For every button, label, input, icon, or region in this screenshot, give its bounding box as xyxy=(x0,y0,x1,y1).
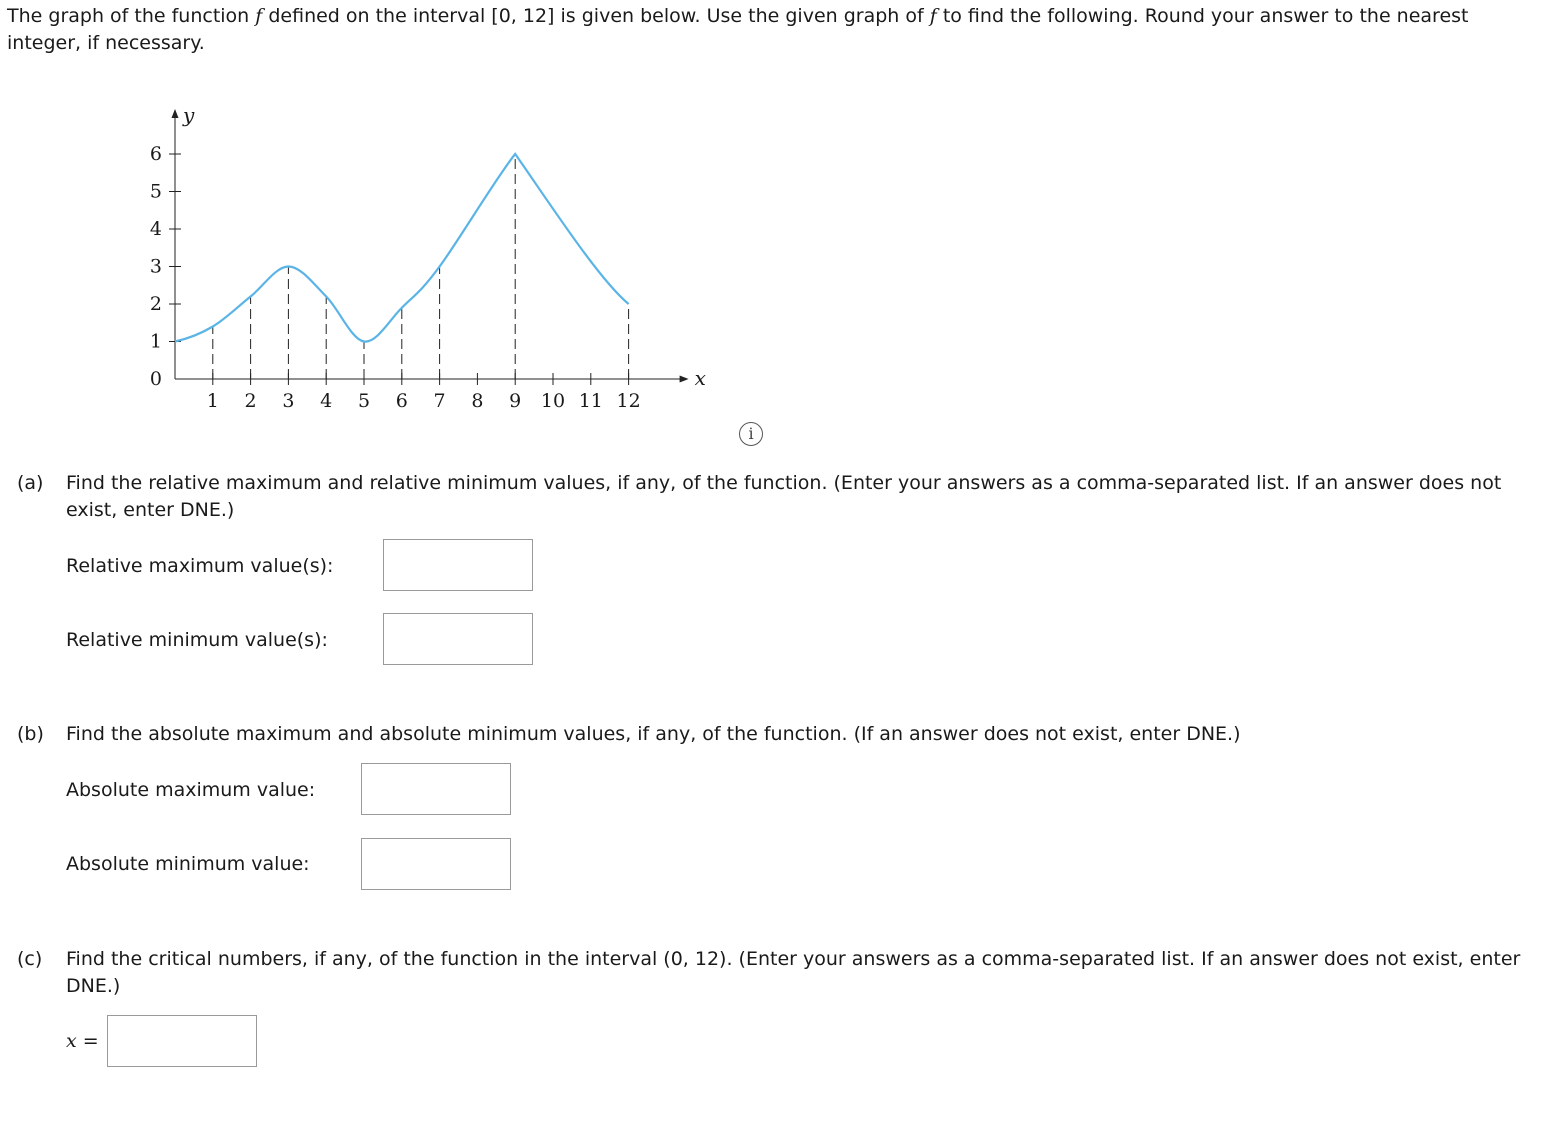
x-tick-label: 3 xyxy=(282,390,295,412)
rel-max-label: Relative maximum value(s): xyxy=(66,555,334,577)
abs-max-label: Absolute maximum value: xyxy=(66,779,316,801)
y-tick-label: 0 xyxy=(149,368,162,390)
x-tick-label: 9 xyxy=(509,390,522,412)
prompt-part3: to find the following. Round your answer to the nearest integer, if necessary. xyxy=(7,5,1469,54)
x-variable: x xyxy=(66,1030,77,1052)
critical-x-input[interactable] xyxy=(107,1015,257,1067)
y-axis-arrow xyxy=(172,109,179,118)
question-prompt xyxy=(7,3,1537,57)
y-tick-label: 3 xyxy=(149,255,162,278)
rel-min-label: Relative minimum value(s): xyxy=(66,629,328,651)
part-a-text: Find the relative maximum and relative minimum values, if any, of the function. (Enter your answers as a comma-separated list. If an answer does not exist, enter DNE.) xyxy=(66,472,1502,521)
y-tick-label: 4 xyxy=(149,218,162,240)
part-c-letter: (c) xyxy=(17,948,43,970)
rel-min-input[interactable] xyxy=(383,613,533,665)
abs-min-input[interactable] xyxy=(361,838,511,890)
equals-sign: = xyxy=(76,1030,99,1052)
graph-svg xyxy=(130,100,730,430)
x-axis-arrow xyxy=(680,376,689,383)
x-tick-label: 12 xyxy=(616,390,641,412)
part-c-text: Find the critical numbers, if any, of the function in the interval (0, 12). (Enter your answers as a comma-separated list. If an answer does not exist, enter DNE.) xyxy=(66,948,1521,997)
x-tick-label: 8 xyxy=(471,390,484,412)
critical-x-label xyxy=(66,1028,99,1055)
prompt-part2: defined on the interval [0, 12] is given below. Use the given graph of xyxy=(262,5,930,27)
part-b-letter: (b) xyxy=(17,723,44,745)
prompt-part1: The graph of the function xyxy=(7,5,256,27)
abs-max-input[interactable] xyxy=(361,763,511,815)
info-icon[interactable]: i xyxy=(739,422,763,446)
axes xyxy=(169,109,689,385)
x-tick-label: 10 xyxy=(540,390,566,412)
x-axis-label: x xyxy=(694,366,706,390)
tick-labels xyxy=(150,103,706,412)
rel-max-input[interactable] xyxy=(383,539,533,591)
x-tick-label: 5 xyxy=(357,390,371,412)
abs-min-label: Absolute minimum value: xyxy=(66,853,310,875)
x-tick-label: 11 xyxy=(578,390,603,412)
y-tick-label: 5 xyxy=(149,180,162,203)
y-tick-label: 2 xyxy=(149,293,162,315)
x-tick-label: 1 xyxy=(206,390,219,412)
guide-lines xyxy=(213,154,629,379)
prompt-fname2: f xyxy=(929,5,937,27)
y-tick-label: 6 xyxy=(149,143,162,165)
function-graph xyxy=(130,100,730,430)
x-tick-label: 7 xyxy=(433,390,446,412)
x-tick-label: 6 xyxy=(395,390,408,412)
x-tick-label: 2 xyxy=(244,390,257,412)
prompt-fname1: f xyxy=(255,5,263,27)
y-axis-label: y xyxy=(183,103,195,127)
y-tick-label: 1 xyxy=(149,330,162,353)
part-b-text: Find the absolute maximum and absolute minimum values, if any, of the function. (If an answer does not exist, enter DNE.) xyxy=(66,723,1241,745)
part-a-letter: (a) xyxy=(17,472,44,494)
x-tick-label: 4 xyxy=(320,390,333,412)
